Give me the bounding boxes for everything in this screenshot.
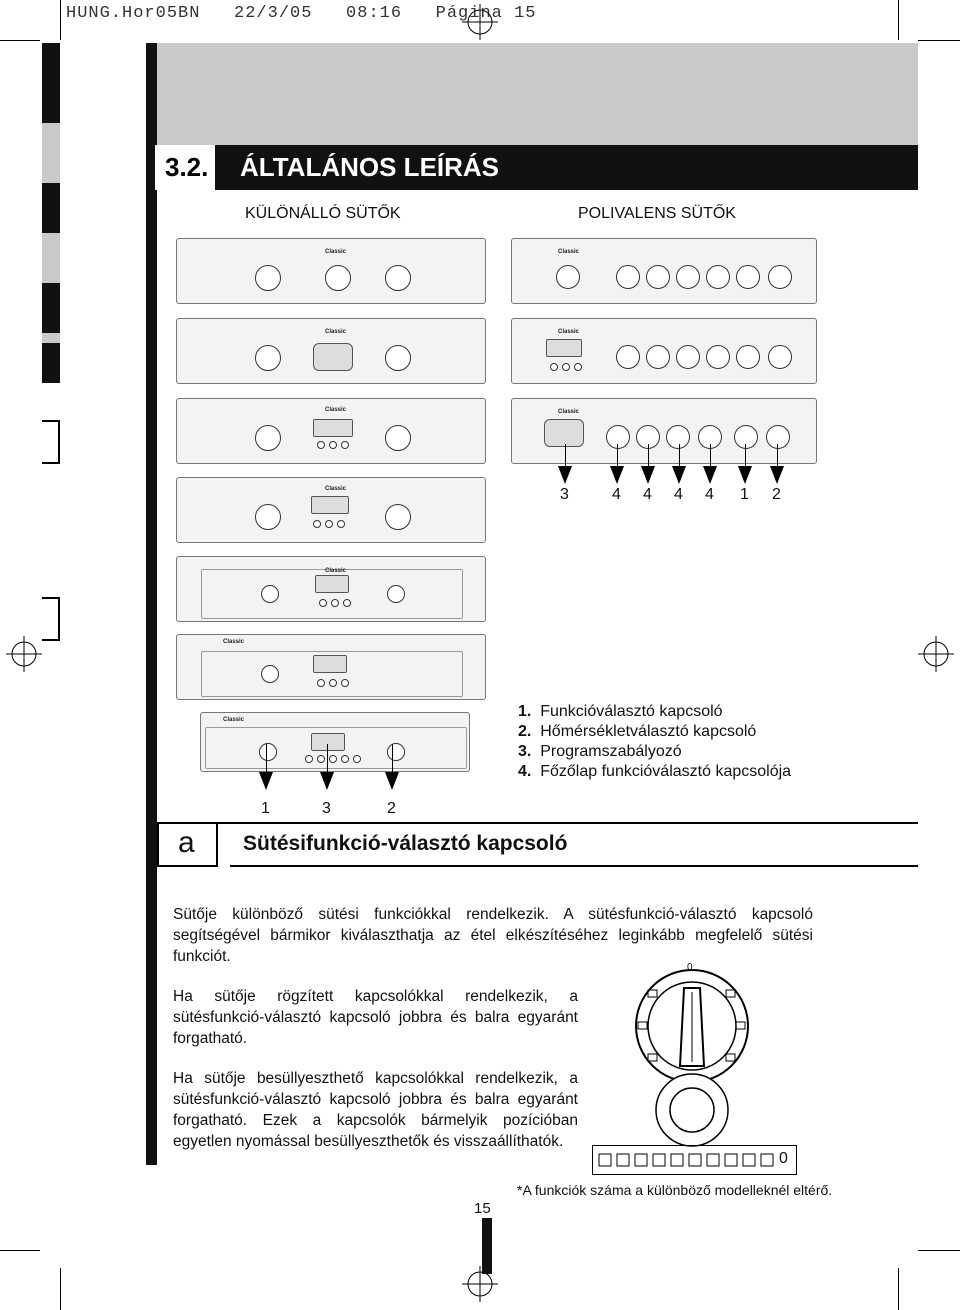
programmer-display: [315, 575, 349, 593]
subsection-title: Sütésifunkció-választó kapcsoló: [243, 832, 568, 855]
content-rule: [146, 43, 157, 1165]
pointer-arrow: [710, 444, 711, 468]
temperature-knob: [385, 425, 411, 451]
temperature-knob: [766, 425, 790, 449]
function-knob: [255, 265, 281, 291]
arrow-label: 4: [643, 486, 652, 503]
oven-panel: [176, 634, 486, 700]
function-knob: [261, 665, 279, 683]
temperature-knob: [768, 265, 792, 289]
column-heading-left: KÜLÖNÁLLÓ SÜTŐK: [245, 205, 401, 222]
arrow-label: 2: [772, 486, 781, 503]
hob-knob: [706, 265, 730, 289]
pointer-arrow: [777, 444, 778, 468]
legend-item: 1. Funkcióválasztó kapcsoló: [518, 703, 723, 720]
arrow-label: 4: [705, 486, 714, 503]
programmer-display: [544, 419, 584, 447]
programmer-button: [341, 679, 349, 687]
function-symbol-strip: [592, 1145, 797, 1175]
arrow-label: 2: [387, 800, 396, 817]
temperature-knob: [385, 345, 411, 371]
registration-mark: [462, 1266, 498, 1302]
oven-panel: [511, 398, 817, 464]
function-knob: [255, 425, 281, 451]
hob-knob: [706, 345, 730, 369]
programmer-button: [329, 441, 337, 449]
brand-label: Classic: [325, 568, 347, 574]
programmer-button: [329, 755, 337, 763]
oven-panel: [176, 477, 486, 543]
programmer-button: [550, 363, 558, 371]
temperature-knob: [768, 345, 792, 369]
programmer-button: [317, 679, 325, 687]
programmer-display: [311, 496, 349, 514]
arrow-label: 4: [674, 486, 683, 503]
arrow-label: 3: [560, 486, 569, 503]
registration-mark: [462, 4, 498, 40]
oven-panel: [200, 712, 470, 772]
registration-mark: [6, 636, 42, 672]
crop-mark: [918, 1250, 960, 1251]
side-tab: [42, 333, 60, 343]
programmer-button: [562, 363, 570, 371]
pointer-arrow: [745, 444, 746, 468]
registration-mark: [918, 636, 954, 672]
print-header: HUNG.Hor05BN 22/3/05 08:16 Página 15: [66, 4, 537, 23]
oven-panel: [511, 238, 817, 304]
programmer-button: [331, 599, 339, 607]
programmer-button: [343, 599, 351, 607]
temperature-knob: [385, 504, 411, 530]
footnote: *A funkciók száma a különböző modelleknél eltérő.: [517, 1182, 833, 1198]
brand-label: Classic: [223, 717, 245, 723]
side-bracket: [42, 420, 60, 464]
brand-label: Classic: [325, 329, 347, 335]
page-number: 15: [474, 1200, 491, 1217]
temperature-knob: [387, 743, 405, 761]
oven-panel: [511, 318, 817, 384]
pointer-arrow: [320, 772, 334, 790]
brand-label: Classic: [223, 639, 245, 645]
oven-panel: [176, 556, 486, 622]
programmer-display: [546, 339, 582, 357]
hob-knob: [646, 345, 670, 369]
arrow-label: 1: [261, 800, 270, 817]
function-knob: [736, 265, 760, 289]
pointer-arrow: [648, 444, 649, 468]
pointer-arrow: [558, 466, 572, 484]
strip-zero-label: 0: [779, 1150, 788, 1167]
brand-label: Classic: [325, 486, 347, 492]
crop-mark: [60, 1268, 61, 1310]
hob-knob: [646, 265, 670, 289]
knob-zero-label: 0: [687, 962, 693, 973]
pointer-arrow: [259, 772, 273, 790]
function-knob: [556, 265, 580, 289]
legend-item: 3. Programszabályozó: [518, 743, 682, 760]
function-knob: [734, 425, 758, 449]
function-knob: [261, 585, 279, 603]
brand-label: Classic: [325, 249, 347, 255]
legend-item: 4. Főzőlap funkcióválasztó kapcsolója: [518, 763, 792, 780]
programmer-button: [353, 755, 361, 763]
side-tab: [42, 343, 60, 383]
programmer-button: [317, 441, 325, 449]
pointer-arrow: [385, 772, 399, 790]
pointer-arrow: [565, 444, 566, 468]
pointer-arrow: [641, 466, 655, 484]
crop-mark: [898, 0, 899, 40]
hob-knob: [666, 425, 690, 449]
programmer-button: [329, 679, 337, 687]
pointer-arrow: [327, 744, 328, 774]
brand-label: Classic: [558, 329, 580, 335]
body-paragraph: Ha sütője rögzített kapcsolókkal rendelkezik, a sütésfunkció-választó kapcsoló jobbra és balra egyaránt forgatható.: [173, 988, 578, 1047]
programmer-display: [313, 655, 347, 673]
programmer-button: [319, 599, 327, 607]
side-tab: [42, 283, 60, 333]
arrow-label: 3: [322, 800, 331, 817]
programmer-display: [313, 343, 353, 371]
subsection-letter: a: [178, 826, 195, 859]
programmer-button: [305, 755, 313, 763]
crop-mark: [0, 40, 40, 41]
programmer-button: [317, 755, 325, 763]
oven-panel: [176, 238, 486, 304]
hob-knob: [676, 345, 700, 369]
function-knob: [259, 743, 277, 761]
hob-knob: [676, 265, 700, 289]
legend: [518, 702, 878, 782]
brand-label: Classic: [325, 407, 347, 413]
subsection-rule: [157, 822, 918, 824]
side-tab: [42, 233, 60, 283]
page-number-rule: [482, 1218, 492, 1274]
body-paragraph: Ha sütője besüllyeszthető kapcsolókkal rendelkezik, a sütésfunkció-választó kapcsoló jobbra és balra egyaránt forgatható. Ezek a kapcsolók bármelyik pozícióban egyetlen nyomással besüllyeszthetők és visszaállíthatók.: [173, 1070, 578, 1150]
pointer-arrow: [392, 744, 393, 774]
side-bracket: [42, 597, 60, 641]
pointer-arrow: [266, 744, 267, 774]
programmer-button: [574, 363, 582, 371]
oven-panel: [176, 318, 486, 384]
programmer-display: [311, 733, 345, 751]
subsection-rule: [230, 865, 918, 867]
brand-label: Classic: [558, 249, 580, 255]
column-heading-right: POLIVALENS SÜTŐK: [578, 205, 736, 222]
programmer-button: [337, 520, 345, 528]
pointer-arrow: [617, 444, 618, 468]
pointer-arrow: [703, 466, 717, 484]
body-paragraph: Sütője különböző sütési funkciókkal rendelkezik. A sütésfunkció-választó kapcsoló segítségével bármikor kiválaszthatja az étel elkészítéséhez leginkább megfelelő sütési funkciót.: [173, 906, 813, 965]
crop-mark: [898, 1268, 899, 1310]
programmer-button: [325, 520, 333, 528]
temperature-knob: [387, 585, 405, 603]
header-band: [157, 43, 918, 146]
programmer-button: [341, 441, 349, 449]
timer-knob: [385, 265, 411, 291]
arrow-label: 4: [612, 486, 621, 503]
crop-mark: [0, 1250, 40, 1251]
oven-panel: [176, 398, 486, 464]
brand-label: Classic: [558, 409, 580, 415]
hob-knob: [606, 425, 630, 449]
section-title: ÁLTALÁNOS LEÍRÁS: [240, 152, 500, 182]
hob-knob: [616, 345, 640, 369]
function-knob: [255, 504, 281, 530]
crop-mark: [918, 40, 960, 41]
crop-mark: [60, 0, 61, 40]
side-tab: [42, 123, 60, 183]
temperature-knob: [325, 265, 351, 291]
recessed-knob-illustration: [652, 1070, 732, 1150]
side-tab: [42, 43, 60, 123]
function-knob-illustration: [632, 966, 752, 1086]
programmer-display: [313, 419, 353, 437]
pointer-arrow: [738, 466, 752, 484]
hob-knob: [616, 265, 640, 289]
function-knob: [736, 345, 760, 369]
legend-item: 2. Hőmérsékletválasztó kapcsoló: [518, 723, 757, 740]
function-knob: [255, 345, 281, 371]
pointer-arrow: [610, 466, 624, 484]
pointer-arrow: [672, 466, 686, 484]
arrow-label: 1: [740, 486, 749, 503]
programmer-button: [341, 755, 349, 763]
programmer-button: [313, 520, 321, 528]
pointer-arrow: [770, 466, 784, 484]
section-number: 3.2.: [155, 145, 215, 190]
pointer-arrow: [679, 444, 680, 468]
side-tab: [42, 183, 60, 233]
